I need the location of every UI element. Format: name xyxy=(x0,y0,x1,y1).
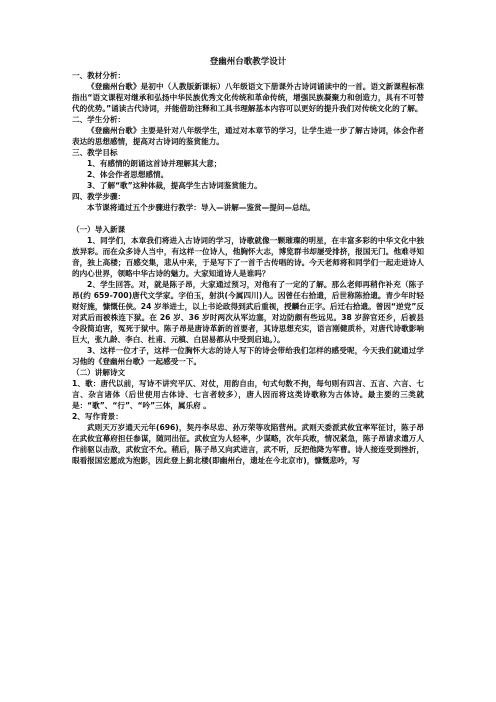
paragraph-background: 武则天万岁通天元年(696)，契丹李尽忠、孙万荣等攻陷营州。武则天委派武攸宜率军征讨，陈子昂在武攸宜幕府担任参谋，随同出征。武攸宜为人轻率，少谋略，次年兵败，情况紧急，陈子昂请求遣万人作前驱以击敌，武攸宜不允。稍后，陈子昂又向武进言，武不听，反把他降为军曹。诗人接连受到挫折，眼看报国宏愿成为泡影，因此登上蓟北楼(即幽州台，遗址在今北京市)，慷慨悲吟，写 xyxy=(72,423,424,465)
goal-item: 1、有感情的朗诵这首诗并理解其大意； xyxy=(87,159,222,168)
document-body xyxy=(72,56,424,466)
paragraph-background-label: 2、写作背景： xyxy=(72,412,123,421)
paragraph-intro-1: 1、同学们，本章我们将进入古诗词的学习，诗歌就像一颗璀璨的明星，在丰富多彩的中华文化中独放异彩。而在众多诗人当中，有这样一位诗人，他胸怀大志，博览群书却屡受排挤，报国无门。他难寻知音，独上高楼；百感交集，悲从中来，于是写下了一首千古传唱的诗。今天老师将和同学们一起走进诗人的内心世界，领略中华古诗的魅力。大家知道诗人是谁吗？ xyxy=(72,236,424,278)
paragraph-genre: 1、歌：唐代以前，写诗不讲究平仄、对仗，用韵自由，句式句数不拘，每句则有四言、五言、六言、七言、杂言诸体（后世使用古体诗、七言者较多），唐人因而将这类诗歌称为古体诗。最主要的三类就是：“歌”、“行”、“吟”三体，属乐府 。 xyxy=(72,379,424,410)
goal-item: 3、了解“歌”这种体裁，提高学生古诗词鉴赏能力。 xyxy=(87,181,262,190)
section-heading-teaching-goals: 三、教学目标 xyxy=(72,148,118,157)
part-heading-poem-explanation: （二）讲解诗文 xyxy=(72,368,126,377)
paragraph-teaching-steps: 本节课将通过五个步骤进行教学：导入—讲解—鉴赏—提问—总结。 xyxy=(87,203,315,212)
document-title: 登幽州台歌教学设计 xyxy=(209,57,287,67)
paragraph-intro-3: 3、这样一位才子，这样一位胸怀大志的诗人写下的诗会带给我们怎样的感受呢，今天我们就通过学习他的《登幽州台歌》一起感受一下。 xyxy=(72,346,424,366)
spacer xyxy=(72,213,424,224)
paragraph-student-analysis: 《登幽州台歌》主要是针对八年级学生，通过对本章节的学习，让学生进一步了解古诗词，体会作者表达的思想感情，提高对古诗词的鉴赏能力。 xyxy=(72,126,424,146)
paragraph-textbook-analysis: 《登幽州台歌》是初中（人教版新课标）八年级语文下册课外古诗词诵读中的一首。语文新课程标准指出“语文课程对继承和弘扬中华民族优秀文化传统和革命传统，增强民族凝聚力和创造力，具有不可替代的优势。”诵读古代诗词，并能借助注释和工具书理解基本内容可以更好的提升我们对传统文化的了解。 xyxy=(72,82,424,113)
part-heading-introduction: （一）导入新课 xyxy=(72,225,126,234)
paragraph-intro-2: 2、学生回答。对，就是陈子昂，大家通过预习，对他有了一定的了解。那么老师再稍作补充（陈子昂(约 659-700)唐代文学家。字伯玉，射洪(今属四川)人。因曾任右拾遗，后世称陈拾遗。青少年时轻财好施，慷慨任侠。24 岁举进士，以上书论政得到武后重视，授麟台正字。后迁右拾遗。曾因“逆党”反对武后而被株连下狱。在 26 岁、36 岁时两次从军边塞，对边防颇有些远见。38 岁辞官还乡，后被县令段简迫害，冤死于狱中。陈子昂是唐诗革新的首要者，其诗思想充实，语言刚健质朴，对唐代诗歌影响巨大，张九龄、李白、杜甫、元稹、白居易都从中受到启迪。）。 xyxy=(72,280,424,344)
section-heading-teaching-steps: 四、教学步骤： xyxy=(72,192,126,201)
section-heading-student-analysis: 二、学生分析： xyxy=(72,115,126,124)
section-heading-textbook-analysis: 一、教材分析： xyxy=(72,71,126,80)
goal-item: 2、体会作者思想感情。 xyxy=(87,170,169,179)
